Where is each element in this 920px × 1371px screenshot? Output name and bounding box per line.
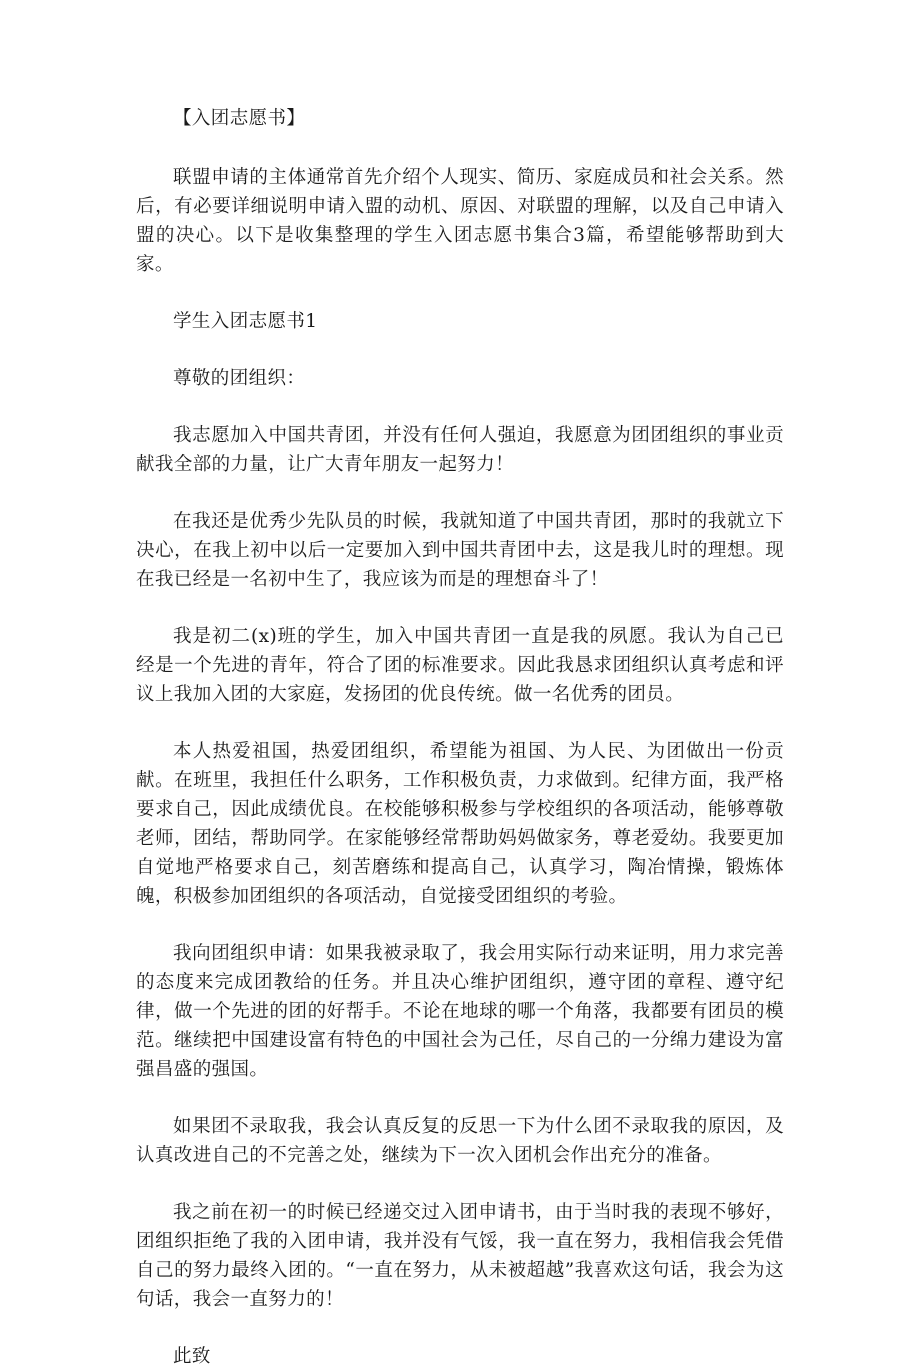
body-paragraph: 我之前在初一的时候已经递交过入团申请书，由于当时我的表现不够好，团组织拒绝了我的入团申请，我并没有气馁，我一直在努力，我相信我会凭借自己的努力最终入团的。“一直在努力，从未被超越”我喜欢这句话，我会为这句话，我会一直努力的！ <box>136 1202 784 1310</box>
document-heading: 【入团志愿书】 <box>173 108 306 129</box>
document-body <box>136 104 784 1371</box>
body-paragraph: 我是初二(x)班的学生，加入中国共青团一直是我的夙愿。我认为自己已经是一个先进的青年，符合了团的标准要求。因此我恳求团组织认真考虑和评议上我加入团的大家庭，发扬团的优良传统。做一名优秀的团员。 <box>136 626 784 705</box>
body-paragraph: 本人热爱祖国，热爱团组织，希望能为祖国、为人民、为团做出一份贡献。在班里，我担任什么职务，工作积极负责，力求做到。纪律方面，我严格要求自己，因此成绩优良。在校能够积极参与学校组织的各项活动，能够尊敬老师，团结，帮助同学。在家能够经常帮助妈妈做家务，尊老爱幼。我要更加自觉地严格要求自己，刻苦磨练和提高自己，认真学习，陶冶情操，锻炼体魄，积极参加团组织的各项活动，自觉接受团组织的考验。 <box>136 741 784 907</box>
intro-paragraph: 联盟申请的主体通常首先介绍个人现实、简历、家庭成员和社会关系。然后，有必要详细说明申请入盟的动机、原因、对联盟的理解，以及自己申请入盟的决心。以下是收集整理的学生入团志愿书集合3篇，希望能够帮助到大家。 <box>136 167 784 275</box>
closing-phrase: 此致 <box>173 1346 211 1367</box>
salutation: 尊敬的团组织： <box>173 368 306 389</box>
body-paragraph: 如果团不录取我，我会认真反复的反思一下为什么团不录取我的原因，及认真改进自己的不完善之处，继续为下一次入团机会作出充分的准备。 <box>136 1116 784 1166</box>
body-paragraph: 我向团组织申请：如果我被录取了，我会用实际行动来证明，用力求完善的态度来完成团教给的任务。并且决心维护团组织，遵守团的章程、遵守纪律，做一个先进的团的好帮手。不论在地球的哪一个角落，我都要有团员的模范。继续把中国建设富有特色的中国社会为己任，尽自己的一分绵力建设为富强昌盛的强国。 <box>136 943 784 1080</box>
body-paragraph: 我志愿加入中国共青团，并没有任何人强迫，我愿意为团团组织的事业贡献我全部的力量，让广大青年朋友一起努力！ <box>136 425 784 475</box>
section-title: 学生入团志愿书1 <box>173 311 318 332</box>
body-paragraph: 在我还是优秀少先队员的时候，我就知道了中国共青团，那时的我就立下决心，在我上初中以后一定要加入到中国共青团中去，这是我儿时的理想。现在我已经是一名初中生了，我应该为而是的理想奋斗了！ <box>136 511 784 590</box>
